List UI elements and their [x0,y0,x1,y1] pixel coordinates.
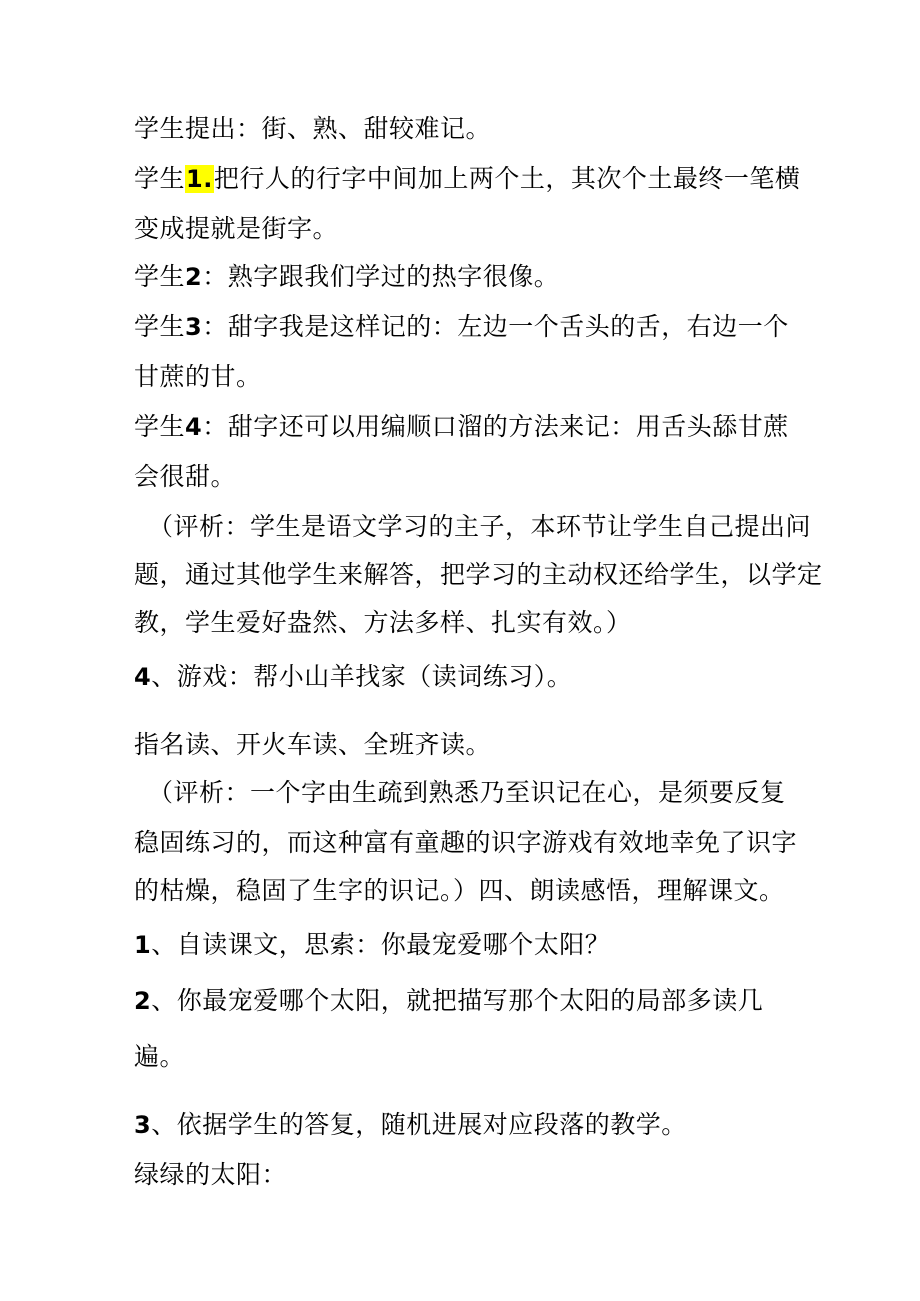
line-text: 变成提就是街字。 [134,214,339,243]
list-number: 3 [185,313,203,341]
line-text: 甘蔗的甘。 [134,362,262,391]
list-number: 3 [134,1111,152,1139]
line-text: 、游戏：帮小山羊找家（读词练习）。 [151,662,573,691]
commentary-line [148,510,811,544]
paragraph-line [134,112,491,146]
paragraph-line [134,360,262,394]
line-text: 、自读课文，思索：你最宠爱哪个太阳？ [151,930,611,959]
paragraph-line [134,212,338,246]
paragraph-line [134,1158,287,1192]
paragraph-line [134,1040,185,1074]
line-text: 学生提出：街、熟、甜较难记。 [134,114,492,143]
paragraph-line [134,260,559,294]
paragraph-line [134,1108,687,1142]
paragraph-line [134,162,800,196]
line-text: 学生 [134,164,186,193]
line-text: 题，通过其他学生来解答，把学习的主动权还给学生，以学定 [134,560,823,589]
paragraph-line [134,310,789,344]
paragraph-line [134,410,789,444]
list-number: 1 [134,931,152,959]
line-text: 稳固练习的，而这种富有童趣的识字游戏有效地幸免了识字 [134,828,798,857]
line-text: （评析：学生是语文学习的主子，本环节让学生自己提出问 [148,512,812,541]
paragraph-line [134,660,572,694]
line-text: 学生 [134,312,186,341]
paragraph-line [134,984,763,1018]
line-text: 遍。 [134,1042,186,1071]
commentary-line [134,874,785,908]
line-text: ：甜字我是这样记的：左边一个舌头的舌，右边一个 [202,312,789,341]
commentary-line [134,558,823,592]
list-number: 4 [185,413,203,441]
line-text: 把行人的行字中间加上两个土，其次个土最终一笔横 [213,164,801,193]
line-text: 学生 [134,412,186,441]
list-number: 4 [134,663,152,691]
line-text: 、依据学生的答复，随机进展对应段落的教学。 [151,1110,687,1139]
list-number: 2 [134,987,152,1015]
highlighted-number: 1. [186,165,213,193]
paragraph-line [134,928,610,962]
commentary-line [134,606,632,640]
commentary-line [148,776,786,810]
line-text: 、你最宠爱哪个太阳，就把描写那个太阳的局部多读几 [151,986,764,1015]
line-text: 会很甜。 [134,462,237,491]
line-text: 绿绿的太阳： [134,1160,288,1189]
line-text: 学生 [134,262,186,291]
line-text: （评析：一个字由生疏到熟悉乃至识记在心，是须要反复 [148,778,786,807]
line-text: 教，学生爱好盎然、方法多样、扎实有效。） [134,608,632,637]
paragraph-line [134,460,236,494]
line-text: ：甜字还可以用编顺口溜的方法来记：用舌头舔甘蔗 [202,412,789,441]
list-number: 2 [185,263,203,291]
line-text: 的枯燥，稳固了生字的识记。）四、朗读感悟，理解课文。 [134,876,785,905]
line-text: 指名读、开火车读、全班齐读。 [134,730,492,759]
line-text: ：熟字跟我们学过的热字很像。 [202,262,560,291]
paragraph-line [134,728,491,762]
commentary-line [134,826,797,860]
